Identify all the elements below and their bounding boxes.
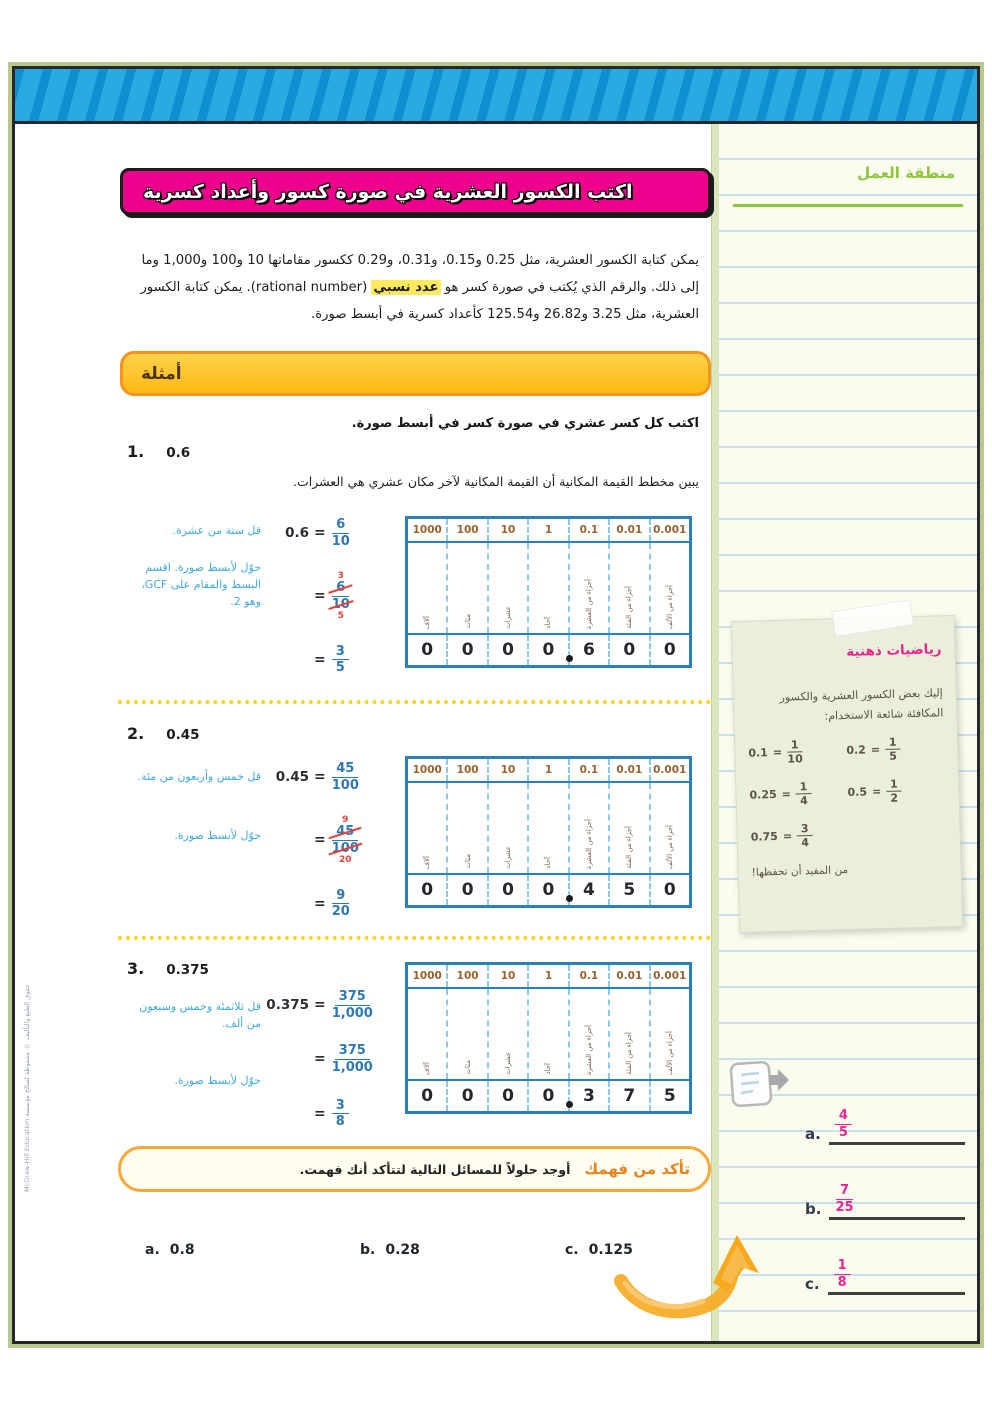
intro-text-2: (rational number). يمكن كتابة الكسور العشرية، مثل 3.25 و26.82 و125.54 كأعداد كسرية في أبسط صورة. [140,280,699,323]
chart-label-cell [568,783,608,873]
tape-icon [831,599,914,637]
equation-step-3 [265,889,415,919]
chart-label-text: عشرات [504,606,513,629]
fraction-denominator: 10 [331,533,350,549]
chart-label-cell [446,543,486,633]
example-1-heading [127,442,190,461]
chart-header-cell: 1 [527,519,567,541]
chart-label-text: أجزاء من العشرة [584,818,593,869]
say-note: قل ستة من عشرة. [172,524,261,537]
equals-sign: = [314,832,326,849]
chart-label-cell [527,543,567,633]
sticky-pair [749,780,848,809]
pair-fraction [885,736,901,763]
place-value-chart [405,962,692,1114]
chart-digit-cell: 0 [446,1081,486,1111]
fraction-denominator: 10 [787,752,803,766]
equals-sign: = [772,745,783,760]
chart-label-row [408,783,689,873]
answer-fraction [835,1109,852,1139]
striped-header-banner [15,69,977,124]
problem-b [360,1242,420,1258]
fraction-denominator: 8 [837,1274,847,1290]
chart-digit-cell: 0 [421,880,434,900]
place-value-chart [405,756,692,908]
pair-fraction [797,823,813,850]
chart-header-cell: 0.1 [568,759,608,781]
chart-digit-row [408,873,689,905]
equals-sign: = [314,895,326,912]
fraction-denominator: 5 [335,660,345,676]
sticky-pair [748,738,847,767]
problem-c [565,1242,633,1258]
chart-header-cell: 10 [487,759,527,781]
problem-letter: b. [360,1242,376,1258]
sticky-note-intro: إليك بعض الكسور العشرية والكسور المكافئة شائعة الاستخدام: [779,686,944,723]
example-1-equations [265,518,415,699]
chart-label-text: أجزاء من المئة [625,826,634,869]
chart-label-text: أجزاء من المئة [625,586,634,629]
chart-header-cell: 0.001 [649,759,689,781]
chart-label-cell [408,783,446,873]
page [8,62,984,1348]
check-understanding-label: تأكد من فهمك [584,1160,690,1178]
fraction-numerator: 6 [332,581,349,597]
chart-header-cell: 0.01 [608,759,648,781]
fraction [332,889,350,919]
chart-label-text: آلاف [423,615,432,629]
equals-sign: = [314,1105,326,1122]
examples-banner [120,351,711,396]
answer-fraction [834,1259,851,1289]
fraction [332,990,373,1020]
fraction-numerator: 1 [886,778,902,792]
chart-label-text: آلاف [423,1061,432,1075]
worksheet-icon [729,1059,791,1111]
lesson-title-banner [120,168,711,215]
chart-label-text: أجزاء من الألف [665,1030,674,1075]
chart-label-text: آحاد [544,617,553,629]
chart-label-cell [649,543,689,633]
say-note: قل خمس وأربعون من مئة. [137,770,261,783]
pair-decimal: 0.25 [749,788,777,802]
example-3-body [15,962,711,1262]
fraction-numerator: 4 [835,1109,852,1125]
chart-header-row [408,519,689,543]
chart-header-cell: 100 [446,519,486,541]
example-2-notes [127,768,261,864]
simplify-note: حوّل لأبسط صورة. [174,829,261,843]
chart-header-cell: 100 [446,965,486,987]
chart-label-cell [487,543,527,633]
equals-sign: = [314,588,326,605]
chart-header-cell: 1 [527,759,567,781]
chart-digit-cell: 0 [527,1081,567,1111]
say-note: قل ثلاثمئة وخمس وسبعون من ألف. [139,1000,261,1031]
equals-sign: = [870,743,881,757]
fraction-numerator: 6 [332,518,349,534]
chart-label-text: أجزاء من العشرة [584,578,593,629]
chart-header-cell: 0.01 [608,519,648,541]
sticky-pair [847,777,946,806]
answer-row-c [805,1259,965,1295]
fraction-numerator: 7 [836,1184,853,1200]
chart-header-cell: 0.001 [649,519,689,541]
fraction [332,762,359,792]
fraction-denominator: 5 [889,749,898,763]
pair-decimal: 0.2 [846,743,867,758]
examples-banner-label: أمثلة [141,363,182,384]
fraction [332,518,350,548]
simplify-note: حوّل لأبسط صورة. [174,1074,261,1088]
chart-digit-cell: 0 [487,875,527,905]
gcf-result-numerator: 3 [337,571,344,582]
crossed-fraction [332,816,359,864]
pair-decimal: 0.1 [748,746,769,760]
answer-line [828,1259,965,1295]
equals-sign: = [781,787,792,802]
problem-a [145,1242,195,1258]
equation-lhs: 0.375 [266,997,309,1014]
chart-header-cell: 10 [487,965,527,987]
chart-digit-cell: 0 [527,875,567,905]
problem-letter: c. [565,1242,579,1258]
chart-label-text: أجزاء من الألف [665,584,674,629]
intro-paragraph [133,247,699,328]
answer-letter: a. [805,1125,821,1144]
page-inner [12,66,980,1344]
pair-decimal: 0.75 [750,830,779,845]
equals-sign: = [871,785,882,799]
chart-label-cell [568,989,608,1079]
fraction-numerator: 1 [787,739,803,753]
equation-step-3 [265,1099,415,1129]
chart-label-text: مئات [463,614,472,629]
chart-label-cell [408,543,446,633]
chart-digit-cell: 0 [649,635,689,665]
equation-step-1 [265,990,415,1020]
equation-lhs: 0.6 [285,525,309,542]
fraction-numerator: 3 [332,1099,349,1115]
example-value: 0.375 [166,962,209,978]
pair-fraction [796,781,812,808]
answer-line [829,1109,965,1145]
answer-row-b [805,1184,965,1220]
column-divider [711,124,719,1341]
chart-label-cell [568,543,608,633]
chart-label-row [408,989,689,1079]
chart-header-cell: 0.001 [649,965,689,987]
chart-label-cell [527,989,567,1079]
equation-step-2 [265,816,415,864]
pair-fraction [886,778,902,805]
chart-digit-row [408,633,689,665]
chart-label-cell [608,989,648,1079]
problem-letter: a. [145,1242,160,1258]
chart-digit-cell decimal-point: 6 [568,635,608,665]
fraction-numerator: 9 [332,889,349,905]
example-number: 1. [127,442,145,461]
fraction-numerator: 375 [335,1044,370,1060]
chart-digit-cell: 5 [649,1081,689,1111]
chart-header-row [408,965,689,989]
rational-number-highlight: عدد نسبي [373,280,439,296]
fraction-denominator: 1,000 [331,1059,373,1075]
main-column [15,124,711,1341]
check-understanding-text: أوجد حلولاً للمسائل التالية لتتأكد أنك فهمت. [299,1161,571,1177]
example-2-equations [265,762,415,943]
sticky-pair [750,822,849,851]
fraction-numerator: 1 [796,781,812,795]
chart-header-cell: 10 [487,519,527,541]
example-3-equations [265,990,415,1153]
chart-label-text: أجزاء من المئة [625,1032,634,1075]
chart-label-cell [408,989,446,1079]
copyright-vertical: حقوق الطبع والتأليف © محفوظة لصالح مؤسسة McGraw-Hill Education [23,984,31,1192]
gcf-result-denominator: 20 [339,854,352,865]
work-area-title: منطقة العمل [857,164,955,182]
chart-label-cell [527,783,567,873]
answer-letter: c. [805,1275,820,1294]
example-value: 0.6 [166,445,191,461]
chart-label-text: آحاد [544,857,553,869]
equals-sign: = [314,997,326,1014]
equation-step-2 [265,572,415,620]
check-understanding-banner [118,1146,711,1192]
answer-row-a [805,1109,965,1145]
fraction-denominator: 1,000 [331,1005,373,1021]
fraction [332,1099,349,1129]
answer-line [829,1184,965,1220]
chart-label-cell [608,783,648,873]
problem-value: 0.125 [588,1242,633,1258]
equivalent-pairs-grid [748,735,947,851]
chart-label-text: عشرات [504,846,513,869]
chart-label-cell [608,543,648,633]
fraction-numerator: 1 [885,736,901,750]
instruction-text: اكتب كل كسر عشري في صورة كسر في أبسط صورة. [351,416,699,431]
sticky-note [731,615,964,933]
equation-step-1 [265,518,415,548]
lesson-title: اكتب الكسور العشرية في صورة كسور وأعداد كسرية [143,180,633,203]
chart-header-cell: 1000 [412,970,442,982]
chart-digit-cell: 0 [527,635,567,665]
fraction-denominator: 4 [801,836,810,850]
sticky-note-title: رياضيات ذهنية [846,641,942,660]
fraction-denominator: 10 [331,596,350,612]
intro-text-1: يمكن كتابة الكسور العشرية، مثل 0.25 و0.15، و0.31، و0.29 ككسور مقاماتها 10 و100 و1,000 وما إلى ذلك. والرقم الذي يُكتب في صورة كسر هو [141,253,699,296]
fraction [332,1044,373,1074]
equation-step-2 [265,1044,415,1074]
chart-header-cell: 0.1 [568,519,608,541]
chart-label-text: مئات [463,854,472,869]
chart-digit-row [408,1079,689,1111]
place-value-chart [405,516,692,668]
chart-digit-cell: 0 [446,635,486,665]
chart-digit-cell: 0 [487,1081,527,1111]
chart-label-cell [649,783,689,873]
example-value: 0.45 [166,727,200,743]
fraction-denominator: 5 [838,1124,848,1140]
fraction-denominator: 100 [331,777,359,793]
chart-header-cell: 0.1 [568,965,608,987]
pair-fraction [787,739,803,766]
arrow-right-icon [769,1069,789,1091]
problem-value: 0.8 [169,1242,195,1258]
gcf-result-numerator: 9 [342,815,349,826]
example-1-body [15,514,711,694]
chart-label-cell [487,989,527,1079]
chart-header-cell: 1000 [412,524,442,536]
fraction-denominator: 4 [799,794,808,808]
chart-digit-cell: 0 [421,640,434,660]
example-3-notes [127,998,261,1109]
equals-sign: = [314,525,326,542]
chart-digit-cell: 0 [446,875,486,905]
fraction [332,645,349,675]
equation-step-1 [265,762,415,792]
chart-digit-cell: 7 [608,1081,648,1111]
fraction-numerator: 45 [332,762,358,778]
answer-fraction [835,1184,853,1214]
sticky-note-footer: من المفيد أن تحفظها! [751,863,849,879]
chart-header-row [408,759,689,783]
chart-digit-cell: 0 [608,635,648,665]
equals-sign: = [314,651,326,668]
chart-header-cell: 1000 [412,764,442,776]
chart-label-text: أجزاء من العشرة [584,1024,593,1075]
pair-decimal: 0.5 [847,785,868,800]
chart-label-text: أجزاء من الألف [665,824,674,869]
problem-value: 0.28 [385,1242,420,1258]
chart-label-text: عشرات [504,1052,513,1075]
sticky-pair [846,735,945,764]
fraction-numerator: 45 [332,825,358,841]
answer-letter: b. [805,1200,822,1219]
simplify-note: حوّل لأبسط صورة. اقسم البسط والمقام على GCF، وهو 2. [141,561,261,609]
equation-step-3 [265,645,415,675]
fraction-numerator: 3 [332,645,349,661]
chart-label-cell [649,989,689,1079]
chart-label-cell [446,989,486,1079]
chart-label-text: مئات [463,1060,472,1075]
fraction-numerator: 375 [335,990,370,1006]
fraction-numerator: 3 [797,823,813,837]
chart-digit-cell decimal-point: 4 [568,875,608,905]
chart-label-text: آلاف [423,855,432,869]
chart-label-text: آحاد [544,1063,553,1075]
fraction-denominator: 20 [331,904,350,920]
work-area-underline [733,204,963,207]
fraction-denominator: 25 [835,1199,854,1215]
chart-header-cell: 1 [527,965,567,987]
example-1-description: يبين مخطط القيمة المكانية أن القيمة المكانية لآخر مكان عشري هي العشرات. [293,474,699,489]
fraction-denominator: 100 [331,840,359,856]
equals-sign: = [314,769,326,786]
dotted-separator [118,936,711,940]
chart-digit-cell decimal-point: 3 [568,1081,608,1111]
example-number: 2. [127,724,145,743]
fraction-denominator: 8 [335,1114,345,1130]
chart-label-cell [446,783,486,873]
dotted-separator [118,700,711,704]
fraction-numerator: 1 [834,1259,851,1275]
fraction-denominator: 2 [890,791,899,806]
equals-sign: = [314,1051,326,1068]
equals-sign: = [782,829,793,844]
chart-label-row [408,543,689,633]
equation-lhs: 0.45 [275,769,309,786]
crossed-fraction [332,572,350,620]
chart-digit-cell: 5 [608,875,648,905]
chart-digit-cell: 0 [487,635,527,665]
page-body [15,124,977,1341]
chart-header-cell: 0.01 [608,965,648,987]
example-1-notes [127,522,261,630]
chart-digit-cell: 0 [649,875,689,905]
example-2-heading [127,724,200,743]
example-number: 3. [127,959,145,978]
gcf-result-denominator: 5 [337,610,344,621]
chart-digit-cell: 0 [421,1086,434,1106]
example-2-body [15,756,711,936]
work-area-sidebar [719,124,977,1341]
chart-header-cell: 100 [446,759,486,781]
chart-label-cell [487,783,527,873]
